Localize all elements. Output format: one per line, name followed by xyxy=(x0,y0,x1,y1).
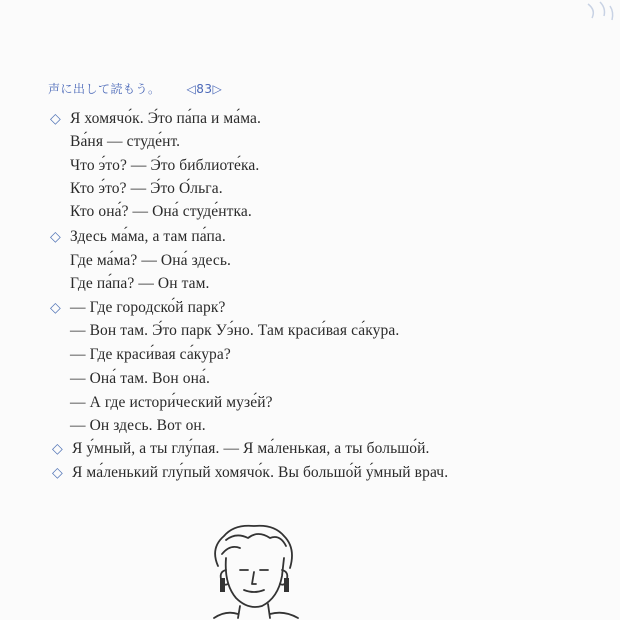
dialogue-line: — Он здесь. Вот он. xyxy=(70,417,206,434)
dialogue-line: Кто она́? — Она́ студе́нтка. xyxy=(70,203,252,220)
dialogue-line: Я ма́ленький глу́пый хомячо́к. Вы большо́й у́мный врач. xyxy=(72,464,449,481)
corner-decoration-icon xyxy=(580,0,620,30)
dialogue-line: — Где краси́вая са́кура? xyxy=(70,346,231,363)
dialogue-line: Я у́мный, а ты глу́пая. — Я ма́ленькая, а ты большо́й. xyxy=(72,440,430,457)
dialogue-line: Кто э́то? — Э́то О́льга. xyxy=(70,180,223,197)
audio-track-label: ◁83▷ xyxy=(186,82,223,96)
dialogue-line: Я хомячо́к. Э́то па́па и ма́ма. xyxy=(70,110,261,127)
dialogue-line: — Вон там. Э́то парк Уэ́но. Там краси́вая са́кура. xyxy=(70,322,400,339)
bullet-diamond-icon: ◇ xyxy=(52,441,63,457)
dialogue-line: Где па́па? — Он там. xyxy=(70,275,210,292)
dialogue-line: — Где городско́й парк? xyxy=(70,299,226,316)
bullet-diamond-icon: ◇ xyxy=(50,229,61,245)
header-title: 声に出して読もう。 xyxy=(48,82,161,96)
bullet-diamond-icon: ◇ xyxy=(50,111,61,127)
man-illustration-icon xyxy=(196,518,316,620)
reading-instruction-header xyxy=(48,80,222,97)
dialogue-line: Что э́то? — Э́то библиоте́ка. xyxy=(70,157,260,174)
bullet-diamond-icon: ◇ xyxy=(50,300,61,316)
dialogue-line: Где ма́ма? — Она́ здесь. xyxy=(70,252,231,269)
dialogue-line: — Она́ там. Вон она́. xyxy=(70,370,210,387)
dialogue-line: Ва́ня — студе́нт. xyxy=(70,133,181,150)
bullet-diamond-icon: ◇ xyxy=(52,465,63,481)
dialogue-line: — А где истори́ческий музе́й? xyxy=(70,394,273,411)
dialogue-line: Здесь ма́ма, а там па́па. xyxy=(70,228,226,245)
